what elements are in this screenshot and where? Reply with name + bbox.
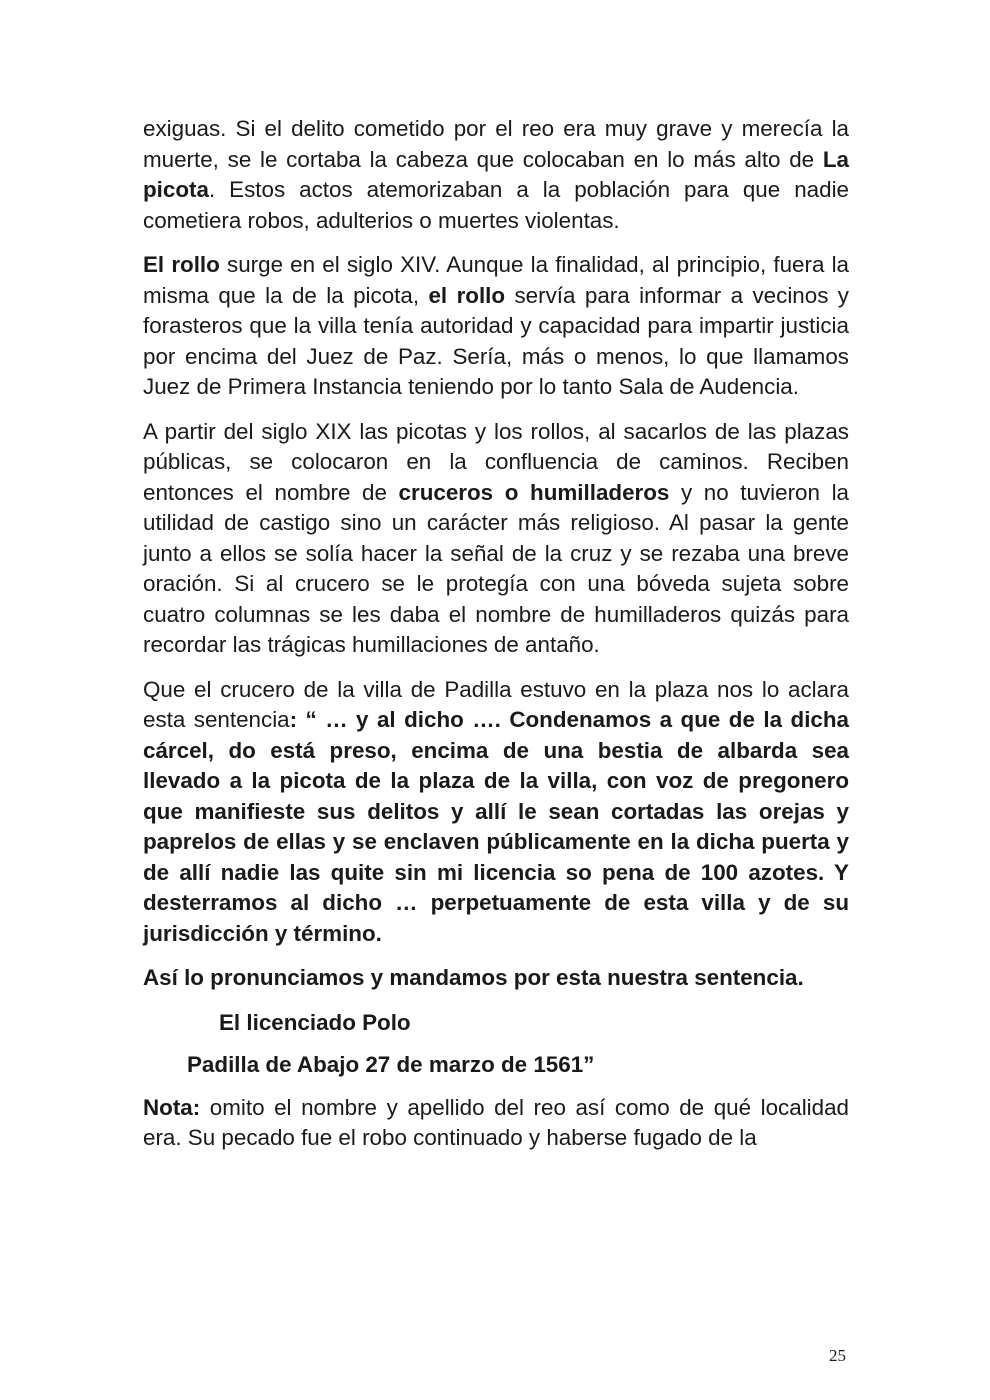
- paragraph-pronunciamos: [143, 963, 849, 994]
- page-number: 25: [829, 1346, 846, 1365]
- text-span: exiguas. Si el delito cometido por el reo era muy grave y merecía la muerte, se le cortaba la cabeza que colocaban en lo más alto de: [143, 116, 849, 172]
- text-span: y no tuvieron la utilidad de castigo sino un carácter más religioso. Al pasar la gente junto a ellos se solía hacer la señal de la cruz y se rezaba una breve oración. Si al crucero se le protegía con una bóveda sujeta sobre cuatro columnas se les daba el nombre de humilladeros quizás para recordar las trágicas humillaciones de antaño.: [143, 479, 849, 657]
- bold-term-el-rollo: El rollo: [143, 252, 220, 277]
- text-span: A partir del siglo XIX las picotas y los rollos, al sacarlos de las plazas públicas, se colocaron en la confluencia de caminos. Reciben entonces el nombre de: [143, 418, 849, 505]
- paragraph-cruceros: [143, 417, 849, 661]
- date-line: Padilla de Abajo 27 de marzo de 1561”: [187, 1052, 595, 1077]
- text-span: omito el nombre y apellido del reo así como de qué localidad era. Su pecado fue el robo continuado y haberse fugado de la: [143, 1094, 849, 1150]
- paragraph-picota: [143, 114, 849, 236]
- text-span: Que el crucero de la villa de Padilla estuvo en la plaza nos lo aclara esta sentencia: [143, 676, 849, 732]
- document-body: [143, 114, 849, 1168]
- signature-line: El licenciado Polo: [219, 1009, 411, 1035]
- paragraph-nota: [143, 1093, 849, 1154]
- bold-label-nota: Nota:: [143, 1094, 201, 1120]
- bold-term-la-picota: La picota: [143, 146, 849, 202]
- paragraph-rollo: [143, 250, 849, 403]
- bold-term-cruceros: cruceros o humilladeros: [398, 479, 670, 505]
- text-span: surge en el siglo XIV. Aunque la finalidad, al principio, fuera la misma que la de la picota,: [143, 252, 850, 308]
- bold-term-el-rollo-2: el rollo: [428, 282, 506, 308]
- text-span: servía para informar a vecinos y forasteros que la villa tenía autoridad y capacidad para impartir justicia por encima del Juez de Paz. Sería, más o menos, lo que llamamos Juez de Primera Instancia teniendo por lo tanto Sala de Audencia.: [143, 282, 850, 399]
- bold-quote-sentencia: : “ … y al dicho …. Condenamos a que de la dicha cárcel, do está preso, encima de una bestia de albarda sea llevado a la picota de la plaza de la villa, con voz de pregonero que manifieste sus delitos y allí le sean cortadas las orejas y paprelos de ellas y se enclaven públicamente en la dicha puerta y de allí nadie las quite sin mi licencia so pena de 100 azotes. Y desterramos al dicho … perpetuamente de esta villa y de su jurisdicción y término.: [143, 707, 849, 946]
- bold-closing-line: Así lo pronunciamos y mandamos por esta nuestra sentencia.: [143, 965, 804, 990]
- paragraph-sentencia: [143, 675, 849, 950]
- text-span: . Estos actos atemorizaban a la población para que nadie cometiera robos, adulterios o muertes violentas.: [143, 177, 849, 233]
